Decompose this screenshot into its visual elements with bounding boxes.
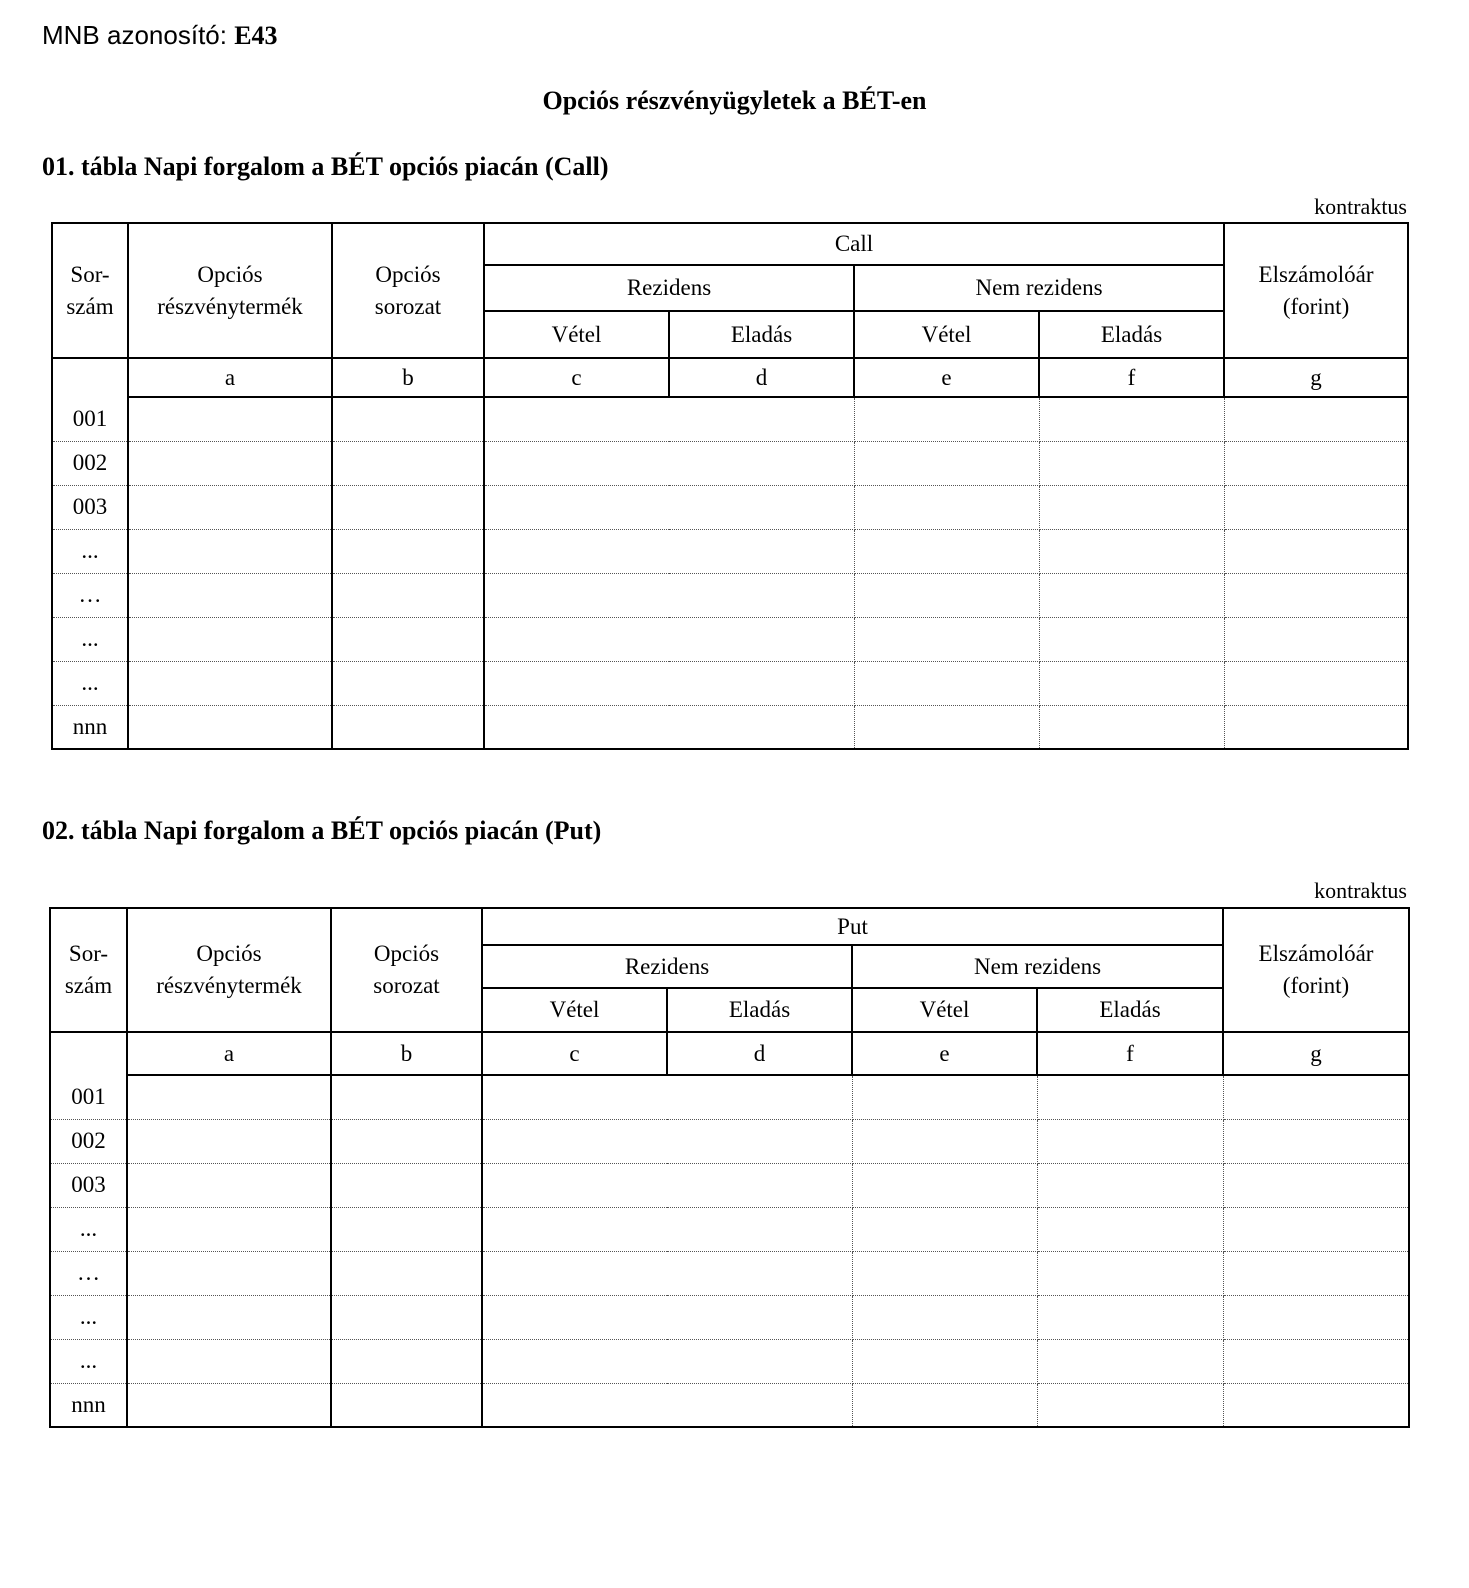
row-number: 002	[52, 441, 128, 485]
column-letter: f	[1037, 1032, 1223, 1075]
row-number: ...	[50, 1339, 127, 1383]
table-row	[52, 661, 1408, 705]
row-number: nnn	[52, 705, 128, 749]
data-cell	[1039, 573, 1224, 617]
table-row	[50, 1251, 1409, 1295]
row-number: 001	[52, 397, 128, 441]
data-cell	[482, 1339, 667, 1383]
data-cell	[332, 529, 484, 573]
table-1-title: 01. tábla Napi forgalom a BÉT opciós piacán (Call)	[42, 152, 609, 181]
table-2	[49, 907, 1410, 1428]
data-cell	[1039, 397, 1224, 441]
data-cell	[1224, 617, 1408, 661]
row-number: 003	[50, 1163, 127, 1207]
data-cell	[852, 1119, 1037, 1163]
data-cell	[127, 1119, 331, 1163]
data-cell	[127, 1207, 331, 1251]
table-row	[52, 705, 1408, 749]
table-row	[50, 1383, 1409, 1427]
row-number: ...	[52, 617, 128, 661]
document-title: Opciós részvényügyletek a BÉT-en	[542, 86, 927, 115]
data-cell	[1223, 1207, 1409, 1251]
header-sorozat: Opciós sorozat	[332, 223, 484, 358]
data-cell	[482, 1075, 667, 1119]
row-number: ...	[50, 1207, 127, 1251]
table-row	[50, 1295, 1409, 1339]
header-sorszam: Sor- szám	[52, 223, 128, 358]
table-row	[50, 1119, 1409, 1163]
table-row	[50, 1339, 1409, 1383]
data-cell	[482, 1295, 667, 1339]
data-cell	[331, 1339, 482, 1383]
column-letter: g	[1223, 1032, 1409, 1075]
column-letter: b	[331, 1032, 482, 1075]
column-letter: c	[484, 358, 669, 397]
header-nem-rezidens-vetel: Vétel	[854, 311, 1039, 358]
mnb-label: MNB azonosító:	[42, 20, 227, 50]
data-cell	[332, 397, 484, 441]
data-cell	[332, 617, 484, 661]
data-cell	[852, 1339, 1037, 1383]
table-row	[52, 441, 1408, 485]
header-rezidens: Rezidens	[482, 945, 852, 988]
data-cell	[482, 1383, 667, 1427]
data-cell	[1223, 1383, 1409, 1427]
data-cell	[667, 1339, 852, 1383]
data-cell	[482, 1251, 667, 1295]
table-row	[50, 1207, 1409, 1251]
data-cell	[669, 705, 854, 749]
data-cell	[1039, 485, 1224, 529]
header-nem-rezidens-vetel: Vétel	[852, 988, 1037, 1032]
row-number: ...	[52, 529, 128, 573]
header-group: Call	[484, 223, 1224, 265]
data-cell	[667, 1383, 852, 1427]
data-cell	[854, 485, 1039, 529]
row-number: …	[52, 573, 128, 617]
data-cell	[852, 1075, 1037, 1119]
data-cell	[128, 529, 332, 573]
data-cell	[484, 661, 669, 705]
data-cell	[484, 573, 669, 617]
data-cell	[484, 705, 669, 749]
table-1-unit: kontraktus	[1314, 194, 1407, 219]
table-row	[52, 573, 1408, 617]
data-cell	[854, 661, 1039, 705]
data-cell	[128, 573, 332, 617]
header-elszamoloar: Elszámolóár (forint)	[1224, 223, 1408, 358]
data-cell	[1224, 661, 1408, 705]
header-nem-rezidens: Nem rezidens	[852, 945, 1223, 988]
column-letter: d	[667, 1032, 852, 1075]
data-cell	[667, 1119, 852, 1163]
data-cell	[669, 573, 854, 617]
data-cell	[128, 485, 332, 529]
data-cell	[1037, 1251, 1223, 1295]
data-cell	[1223, 1075, 1409, 1119]
column-letter: a	[127, 1032, 331, 1075]
data-cell	[852, 1295, 1037, 1339]
header-nem-rezidens-eladas: Eladás	[1039, 311, 1224, 358]
header-rezidens-eladas: Eladás	[669, 311, 854, 358]
table-row	[52, 397, 1408, 441]
data-cell	[667, 1075, 852, 1119]
data-cell	[854, 441, 1039, 485]
data-cell	[1039, 705, 1224, 749]
data-cell	[667, 1295, 852, 1339]
data-cell	[1037, 1163, 1223, 1207]
column-letter: a	[128, 358, 332, 397]
data-cell	[852, 1207, 1037, 1251]
table-row	[52, 529, 1408, 573]
data-cell	[1224, 485, 1408, 529]
header-termek: Opciós részvénytermék	[128, 223, 332, 358]
header-rezidens: Rezidens	[484, 265, 854, 311]
letter-spacer	[52, 358, 128, 397]
data-cell	[127, 1075, 331, 1119]
data-cell	[128, 705, 332, 749]
data-cell	[1224, 529, 1408, 573]
row-number: 003	[52, 485, 128, 529]
data-cell	[127, 1251, 331, 1295]
data-cell	[332, 441, 484, 485]
column-letter: c	[482, 1032, 667, 1075]
data-cell	[1224, 573, 1408, 617]
header-elszamoloar: Elszámolóár (forint)	[1223, 908, 1409, 1032]
data-cell	[852, 1383, 1037, 1427]
data-cell	[331, 1383, 482, 1427]
data-cell	[127, 1383, 331, 1427]
data-cell	[332, 705, 484, 749]
row-number: nnn	[50, 1383, 127, 1427]
data-cell	[669, 529, 854, 573]
data-cell	[1039, 529, 1224, 573]
data-cell	[482, 1207, 667, 1251]
data-cell	[1039, 617, 1224, 661]
row-number: ...	[52, 661, 128, 705]
column-letter: b	[332, 358, 484, 397]
data-cell	[669, 485, 854, 529]
data-cell	[127, 1163, 331, 1207]
column-letter: f	[1039, 358, 1224, 397]
data-cell	[669, 617, 854, 661]
data-cell	[484, 529, 669, 573]
data-cell	[852, 1251, 1037, 1295]
data-cell	[854, 617, 1039, 661]
data-cell	[331, 1207, 482, 1251]
row-number: 002	[50, 1119, 127, 1163]
table-row	[50, 1163, 1409, 1207]
data-cell	[1037, 1075, 1223, 1119]
mnb-identifier	[42, 20, 278, 51]
table-row	[50, 1075, 1409, 1119]
data-cell	[484, 397, 669, 441]
data-cell	[1037, 1339, 1223, 1383]
header-termek: Opciós részvénytermék	[127, 908, 331, 1032]
letter-spacer	[50, 1032, 127, 1075]
column-letter: e	[854, 358, 1039, 397]
header-sorszam: Sor- szám	[50, 908, 127, 1032]
data-cell	[854, 397, 1039, 441]
column-letter: e	[852, 1032, 1037, 1075]
data-cell	[331, 1119, 482, 1163]
data-cell	[1223, 1339, 1409, 1383]
data-cell	[667, 1207, 852, 1251]
data-cell	[1224, 705, 1408, 749]
data-cell	[852, 1163, 1037, 1207]
data-cell	[669, 397, 854, 441]
data-cell	[1039, 441, 1224, 485]
row-number: …	[50, 1251, 127, 1295]
data-cell	[482, 1119, 667, 1163]
data-cell	[128, 441, 332, 485]
data-cell	[127, 1295, 331, 1339]
data-cell	[1037, 1295, 1223, 1339]
data-cell	[484, 617, 669, 661]
data-cell	[1224, 441, 1408, 485]
column-letter: g	[1224, 358, 1408, 397]
data-cell	[482, 1163, 667, 1207]
data-cell	[128, 617, 332, 661]
data-cell	[1223, 1295, 1409, 1339]
data-cell	[667, 1163, 852, 1207]
header-rezidens-eladas: Eladás	[667, 988, 852, 1032]
data-cell	[128, 397, 332, 441]
data-cell	[1223, 1119, 1409, 1163]
data-cell	[331, 1251, 482, 1295]
data-cell	[484, 441, 669, 485]
data-cell	[128, 661, 332, 705]
data-cell	[854, 573, 1039, 617]
data-cell	[1037, 1207, 1223, 1251]
data-cell	[1224, 397, 1408, 441]
data-cell	[331, 1075, 482, 1119]
data-cell	[332, 661, 484, 705]
header-sorozat: Opciós sorozat	[331, 908, 482, 1032]
table-2-unit: kontraktus	[1314, 878, 1407, 903]
data-cell	[331, 1163, 482, 1207]
data-cell	[127, 1339, 331, 1383]
data-cell	[669, 441, 854, 485]
row-number: 001	[50, 1075, 127, 1119]
column-letter: d	[669, 358, 854, 397]
data-cell	[332, 485, 484, 529]
data-cell	[1039, 661, 1224, 705]
header-nem-rezidens-eladas: Eladás	[1037, 988, 1223, 1032]
data-cell	[1037, 1119, 1223, 1163]
data-cell	[1223, 1251, 1409, 1295]
table-2-title: 02. tábla Napi forgalom a BÉT opciós piacán (Put)	[42, 816, 602, 845]
data-cell	[854, 529, 1039, 573]
data-cell	[331, 1295, 482, 1339]
table-row	[52, 485, 1408, 529]
header-group: Put	[482, 908, 1223, 945]
data-cell	[1223, 1163, 1409, 1207]
data-cell	[1037, 1383, 1223, 1427]
table-row	[52, 617, 1408, 661]
table-1	[51, 222, 1409, 750]
data-cell	[332, 573, 484, 617]
data-cell	[669, 661, 854, 705]
data-cell	[854, 705, 1039, 749]
data-cell	[484, 485, 669, 529]
header-rezidens-vetel: Vétel	[484, 311, 669, 358]
header-nem-rezidens: Nem rezidens	[854, 265, 1224, 311]
data-cell	[667, 1251, 852, 1295]
header-rezidens-vetel: Vétel	[482, 988, 667, 1032]
row-number: ...	[50, 1295, 127, 1339]
mnb-code: E43	[234, 21, 278, 50]
